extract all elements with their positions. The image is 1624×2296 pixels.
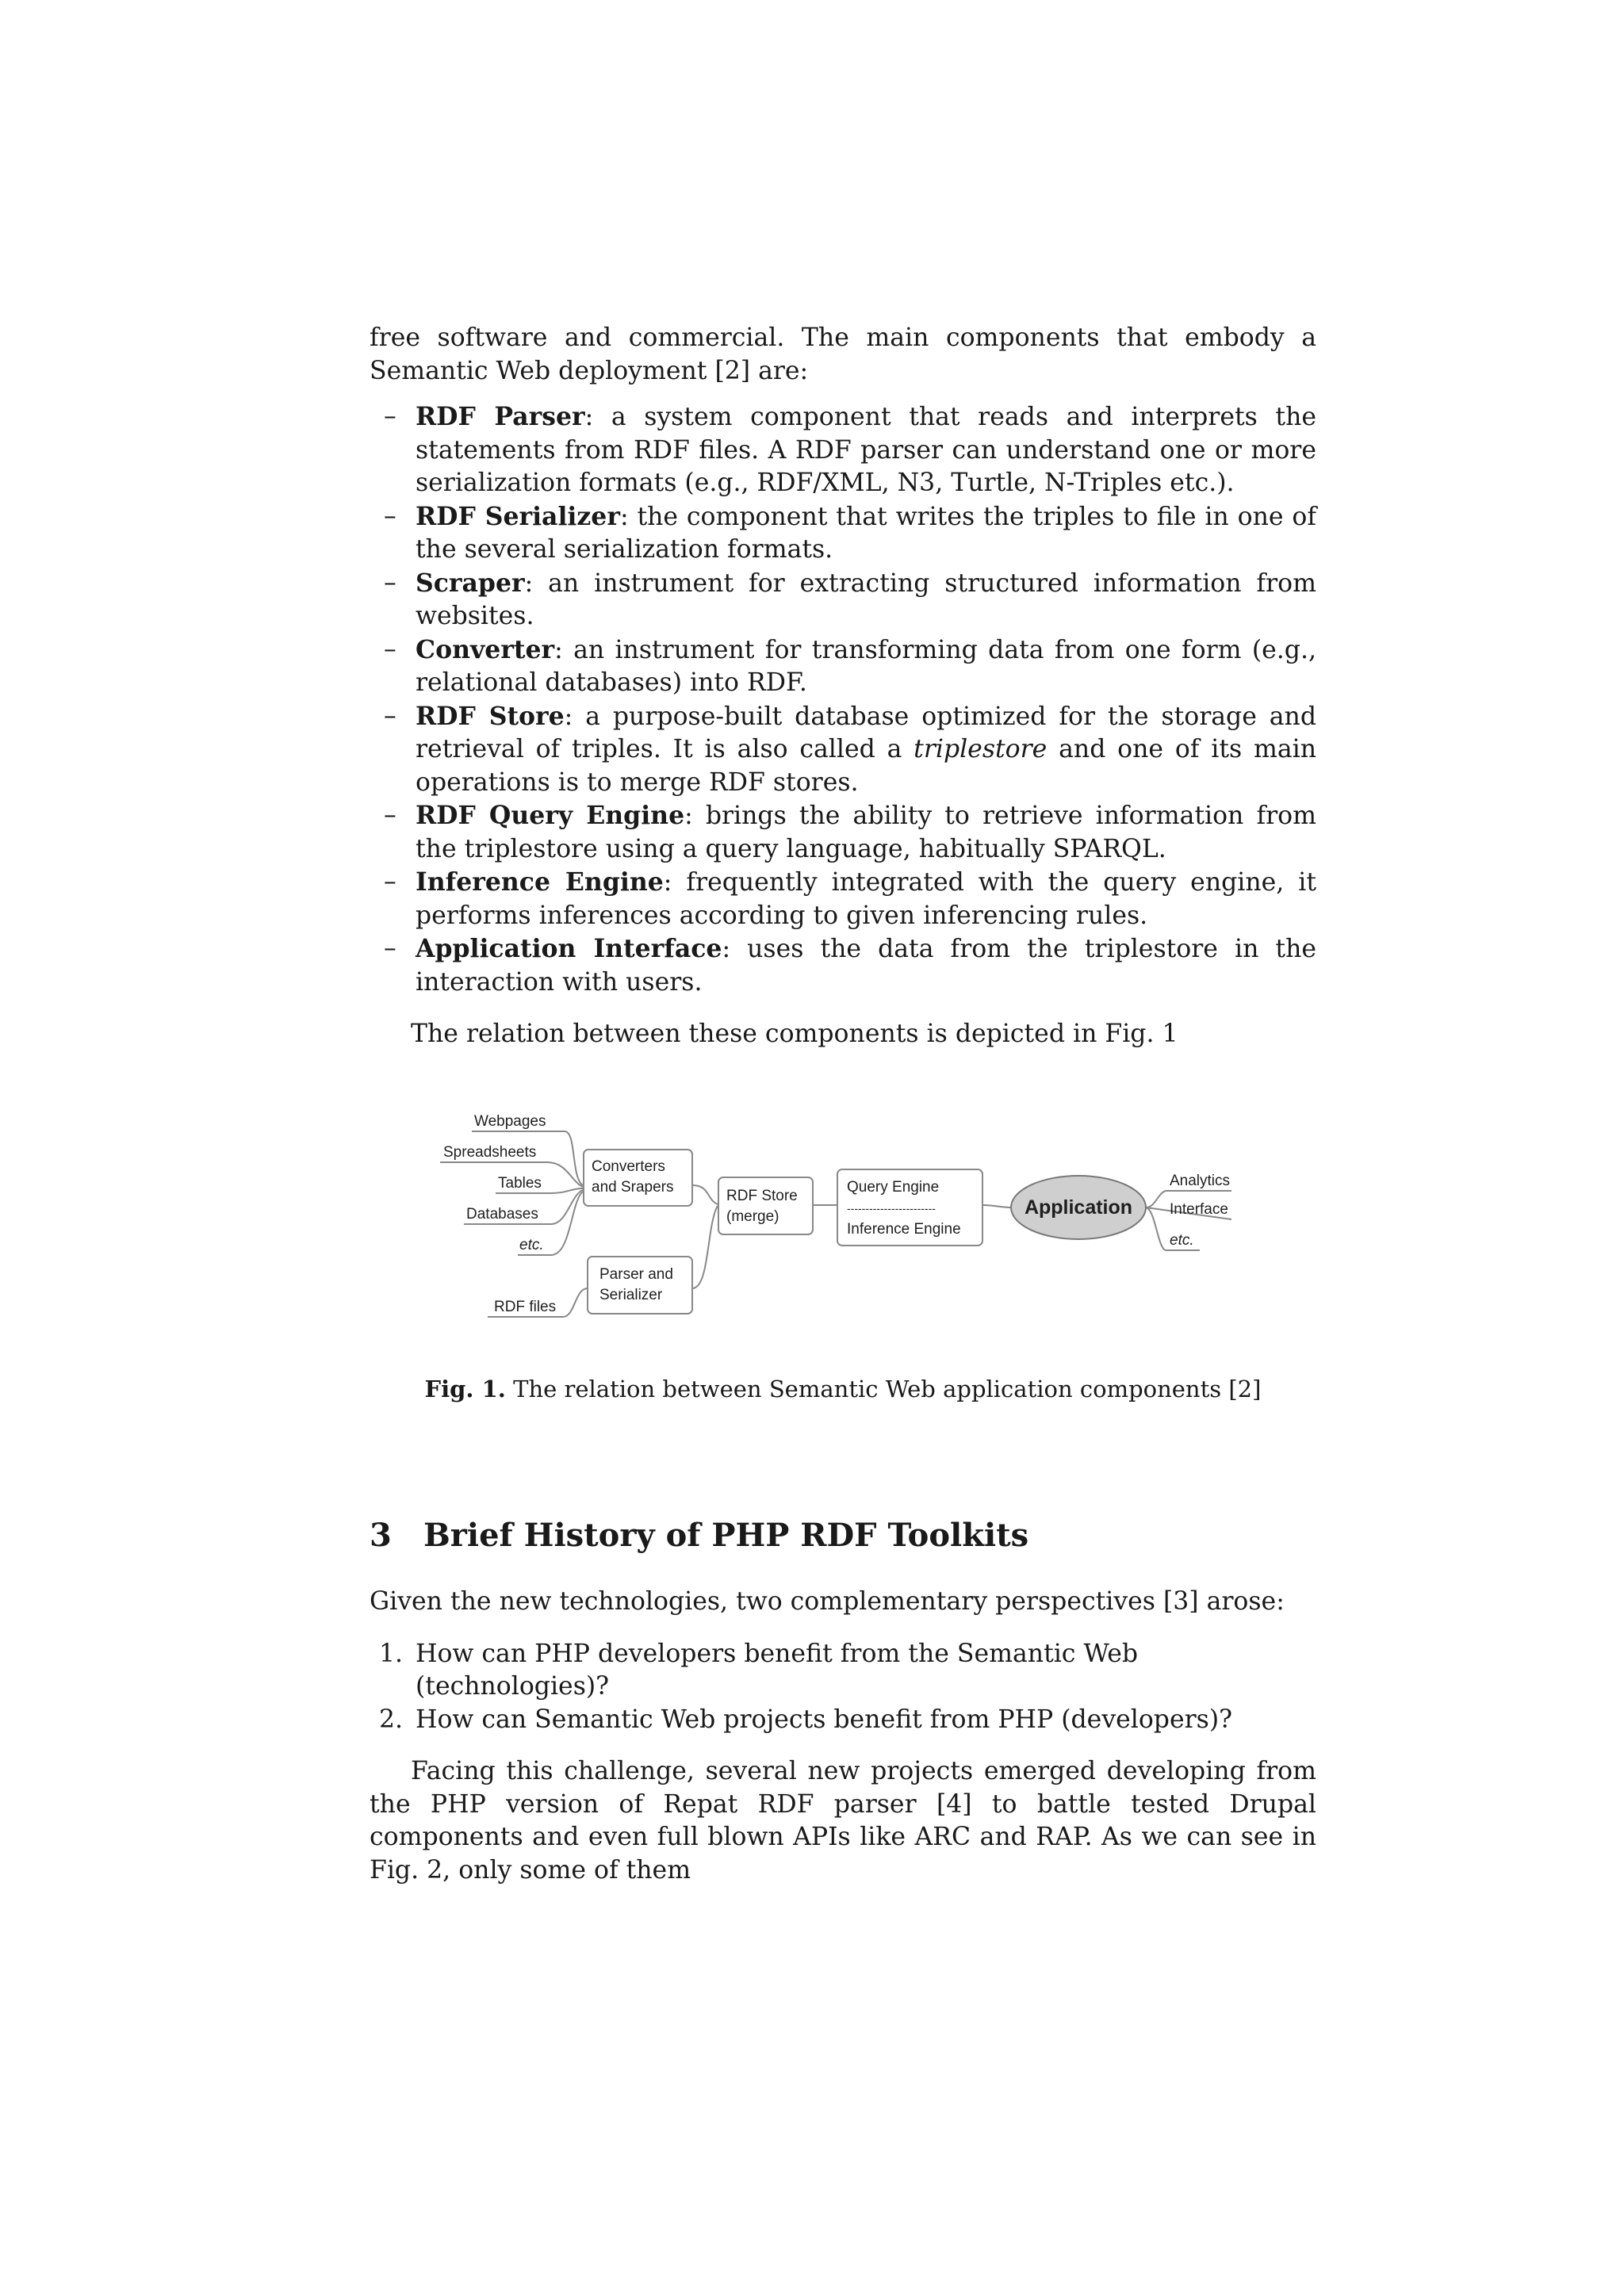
parser-line-2: Serializer <box>599 1287 663 1303</box>
section-body <box>370 1586 1316 1887</box>
list-item <box>370 1704 1316 1737</box>
caption-text: The relation between Semantic Web application components [2] <box>505 1376 1262 1402</box>
list-item <box>370 1638 1316 1704</box>
section-number: 3 <box>370 1517 392 1554</box>
term: RDF Serializer <box>416 501 620 531</box>
store-box <box>718 1177 813 1234</box>
given-paragraph: Given the new technologies, two complementary perspectives [3] arose: <box>370 1587 1285 1616</box>
term: Converter <box>416 634 555 664</box>
components-section <box>370 322 1316 1051</box>
list-item-rdf-query-engine <box>370 799 1316 866</box>
term: Inference Engine <box>416 867 664 897</box>
bullet-dash: – <box>384 934 396 962</box>
bullet-dash: – <box>384 801 396 829</box>
bullet-dash: – <box>384 634 396 664</box>
list-item-application-interface <box>370 932 1316 999</box>
query-line-1: Query Engine <box>847 1179 940 1196</box>
description: : an instrument for transforming data from one form (e.g., relational databases) into RDF. <box>416 635 1316 697</box>
questions-list <box>370 1638 1316 1737</box>
description: : the component that writes the triples to file in one of the several serialization formats. <box>416 502 1317 564</box>
description: : an instrument for extracting structured information from websites. <box>416 568 1316 630</box>
source-label-etc: etc. <box>519 1237 544 1253</box>
description-italic: triplestore <box>914 735 1048 763</box>
list-item-inference-engine <box>370 866 1316 932</box>
output-label-interface: Interface <box>1170 1201 1228 1218</box>
bullet-dash: – <box>384 701 396 730</box>
term: RDF Store <box>416 701 565 731</box>
source-label-tables: Tables <box>498 1175 542 1192</box>
bullet-dash: – <box>384 568 396 597</box>
query-separator: ------------------------ <box>847 1202 936 1215</box>
term: RDF Query Engine <box>416 801 685 830</box>
list-item-rdf-parser <box>370 400 1316 500</box>
item-text: How can Semantic Web projects benefit from PHP (developers)? <box>416 1705 1233 1734</box>
source-label-spreadsheets: Spreadsheets <box>443 1144 537 1161</box>
item-text: How can PHP developers benefit from the Semantic Web (technologies)? <box>416 1639 1139 1701</box>
parser-line-1: Parser and <box>599 1266 673 1283</box>
source-label-rdf-files: RDF files <box>494 1299 557 1315</box>
figure-1-diagram <box>440 1098 1241 1320</box>
output-label-etc: etc. <box>1170 1232 1194 1249</box>
term: RDF Parser <box>416 402 585 431</box>
output-label-analytics: Analytics <box>1170 1173 1231 1189</box>
store-line-2: (merge) <box>726 1208 779 1225</box>
term: Scraper <box>416 568 525 598</box>
description: : uses the data from the triplestore in the interaction with users. <box>416 935 1316 997</box>
store-line-1: RDF Store <box>726 1188 798 1204</box>
list-item-rdf-serializer <box>370 500 1316 567</box>
list-item-rdf-store <box>370 700 1316 800</box>
term: Application Interface <box>416 934 722 963</box>
item-number: 2. <box>379 1705 404 1734</box>
section-heading <box>370 1516 1028 1556</box>
list-item-scraper <box>370 567 1316 633</box>
bullet-dash: – <box>384 402 396 430</box>
converters-line-1: Converters <box>592 1158 665 1175</box>
item-number: 1. <box>379 1639 404 1668</box>
description: : frequently integrated with the query engine, it performs inferences according to given inferencing rules. <box>416 868 1316 930</box>
closing-paragraph: Facing this challenge, several new projects emerged developing from the PHP version of Repat RDF parser [4] to battle tested Drupal components and even full blown APIs like ARC and RAP. As we can see in Fig. 2, only some of them <box>370 1757 1316 1885</box>
diagram-svg <box>440 1098 1241 1320</box>
figure-caption <box>370 1374 1316 1404</box>
converters-line-2: and Srapers <box>592 1179 674 1196</box>
section-title: Brief History of PHP RDF Toolkits <box>423 1517 1029 1554</box>
description: : a system component that reads and interprets the statements from RDF files. A RDF parser can understand one or more serialization formats (e.g., RDF/XML, N3, Turtle, N-Triples etc.). <box>416 403 1316 497</box>
list-item-converter <box>370 633 1316 700</box>
caption-label: Fig. 1. <box>424 1376 506 1402</box>
components-list <box>370 400 1316 999</box>
description-before: : a purpose-built database optimized for the storage and retrieval of triples. It is also called a <box>416 702 1316 763</box>
description: : brings the ability to retrieve information from the triplestore using a query language, habitually SPARQL. <box>416 802 1317 863</box>
query-line-3: Inference Engine <box>847 1221 961 1238</box>
parser-box <box>588 1257 692 1314</box>
relation-paragraph: The relation between these components is depicted in Fig. 1 <box>411 1020 1178 1048</box>
application-label: Application <box>1024 1196 1133 1219</box>
bullet-dash: – <box>384 867 396 896</box>
description-after: and one of its main operations is to merge RDF stores. <box>416 735 1316 797</box>
source-label-webpages: Webpages <box>474 1113 546 1130</box>
source-label-databases: Databases <box>466 1206 538 1223</box>
intro-paragraph: free software and commercial. The main components that embody a Semantic Web deployment [2] are: <box>370 323 1316 385</box>
bullet-dash: – <box>384 501 396 530</box>
